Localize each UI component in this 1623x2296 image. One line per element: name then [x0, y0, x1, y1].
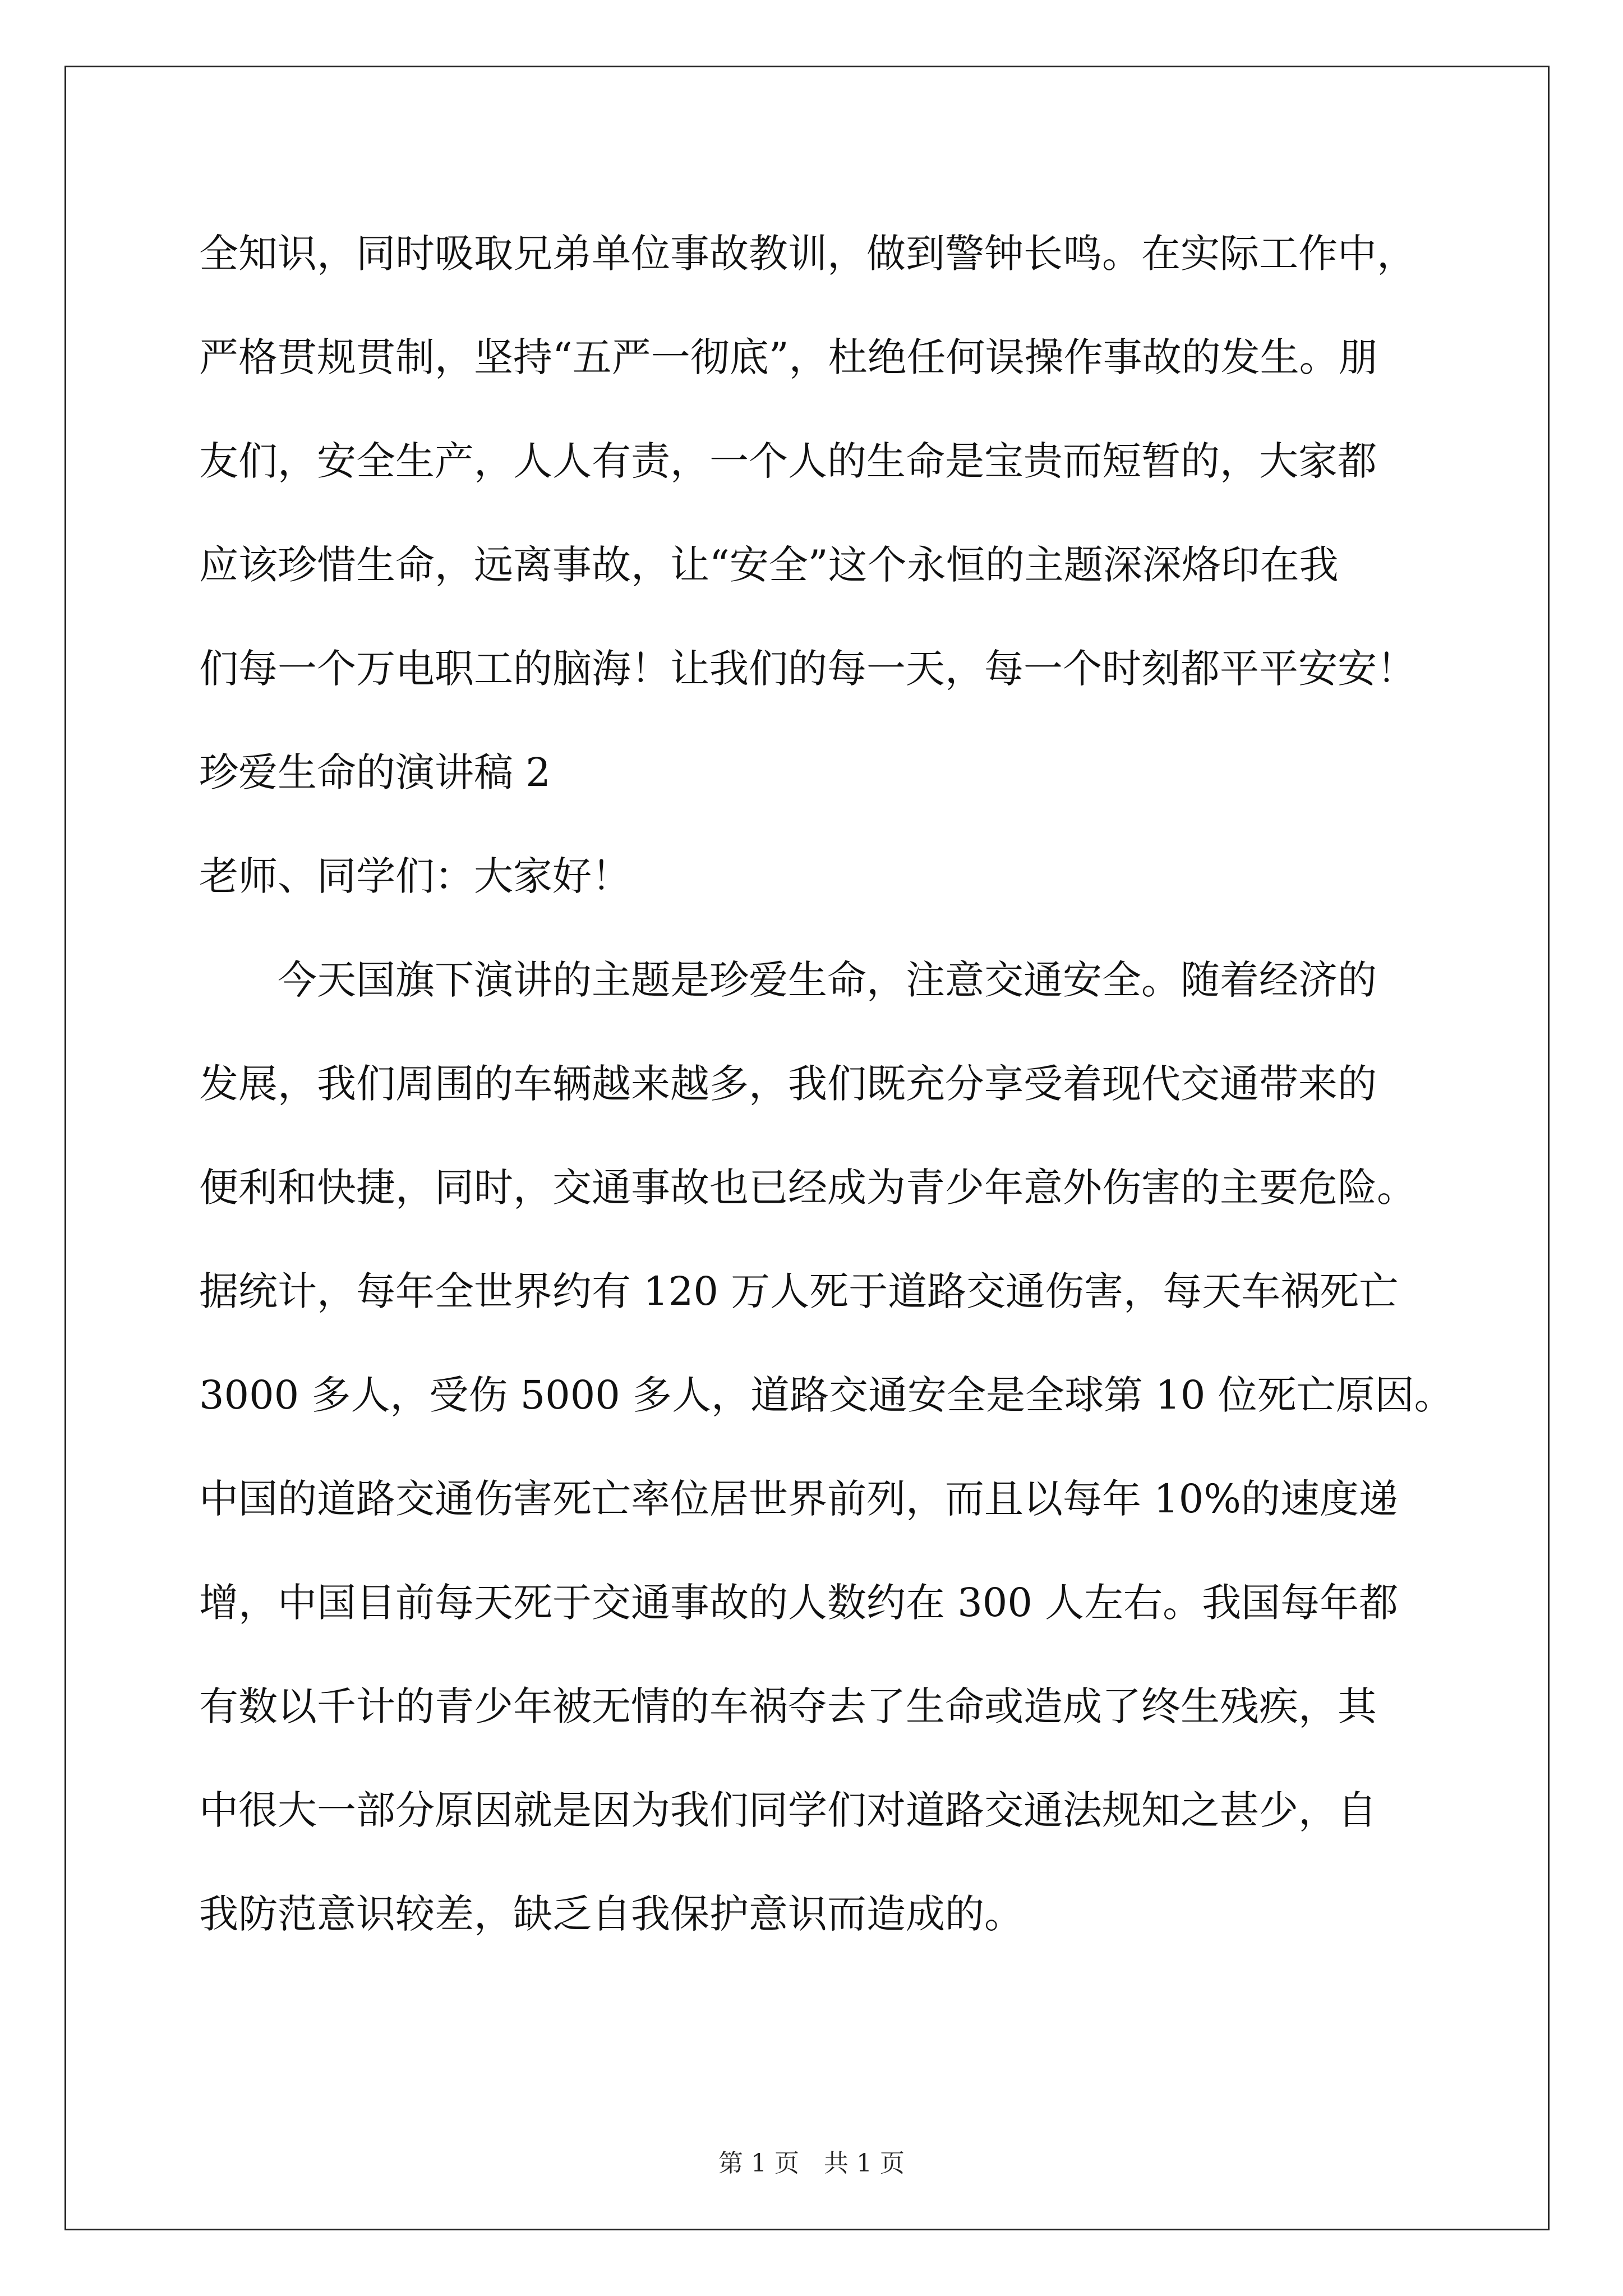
page-footer: 第 1 页 共 1 页	[718, 2149, 905, 2178]
text-line-9: 发展，我们周围的车辆越来越多，我们既充分享受着现代交通带来的	[199, 1061, 1377, 1107]
text-line-11: 据统计，每年全世界约有 120 万人死于道路交通伤害，每天车祸死亡	[199, 1268, 1399, 1314]
document-body	[199, 202, 1454, 1966]
text-line-1: 全知识，同时吸取兄弟单位事故教训，做到警钟长鸣。在实际工作中，	[199, 231, 1416, 277]
text-line-16: 中很大一部分原因就是因为我们同学们对道路交通法规知之甚少，自	[199, 1787, 1377, 1833]
text-line-12: 3000 多人，受伤 5000 多人，道路交通安全是全球第 10 位死亡原因。	[199, 1372, 1454, 1418]
text-line-14: 增，中国目前每天死于交通事故的人数约在 300 人左右。我国每年都	[199, 1580, 1399, 1626]
text-line-13: 中国的道路交通伤害死亡率位居世界前列，而且以每年 10%的速度递	[199, 1476, 1398, 1522]
text-line-17: 我防范意识较差，缺乏自我保护意识而造成的。	[199, 1891, 1023, 1937]
text-line-10: 便利和快捷，同时，交通事故也已经成为青少年意外伤害的主要危险。	[199, 1165, 1416, 1211]
section-title: 珍爱生命的演讲稿 2	[199, 749, 551, 795]
paragraph-start-line: 今天国旗下演讲的主题是珍爱生命，注意交通安全。随着经济的	[278, 957, 1377, 1003]
text-line-4: 应该珍惜生命，远离事故，让“安全”这个永恒的主题深深烙印在我	[199, 542, 1339, 588]
text-line-5: 们每一个万电职工的脑海！让我们的每一天，每一个时刻都平平安安！	[199, 646, 1416, 692]
salutation: 老师、同学们：大家好！	[199, 853, 631, 899]
text-line-2: 严格贯规贯制，坚持“五严一彻底”，杜绝任何误操作事故的发生。朋	[199, 334, 1378, 380]
text-line-3: 友们，安全生产，人人有责，一个人的生命是宝贵而短暂的，大家都	[199, 438, 1377, 484]
text-line-15: 有数以千计的青少年被无情的车祸夺去了生命或造成了终生残疾，其	[199, 1683, 1377, 1729]
